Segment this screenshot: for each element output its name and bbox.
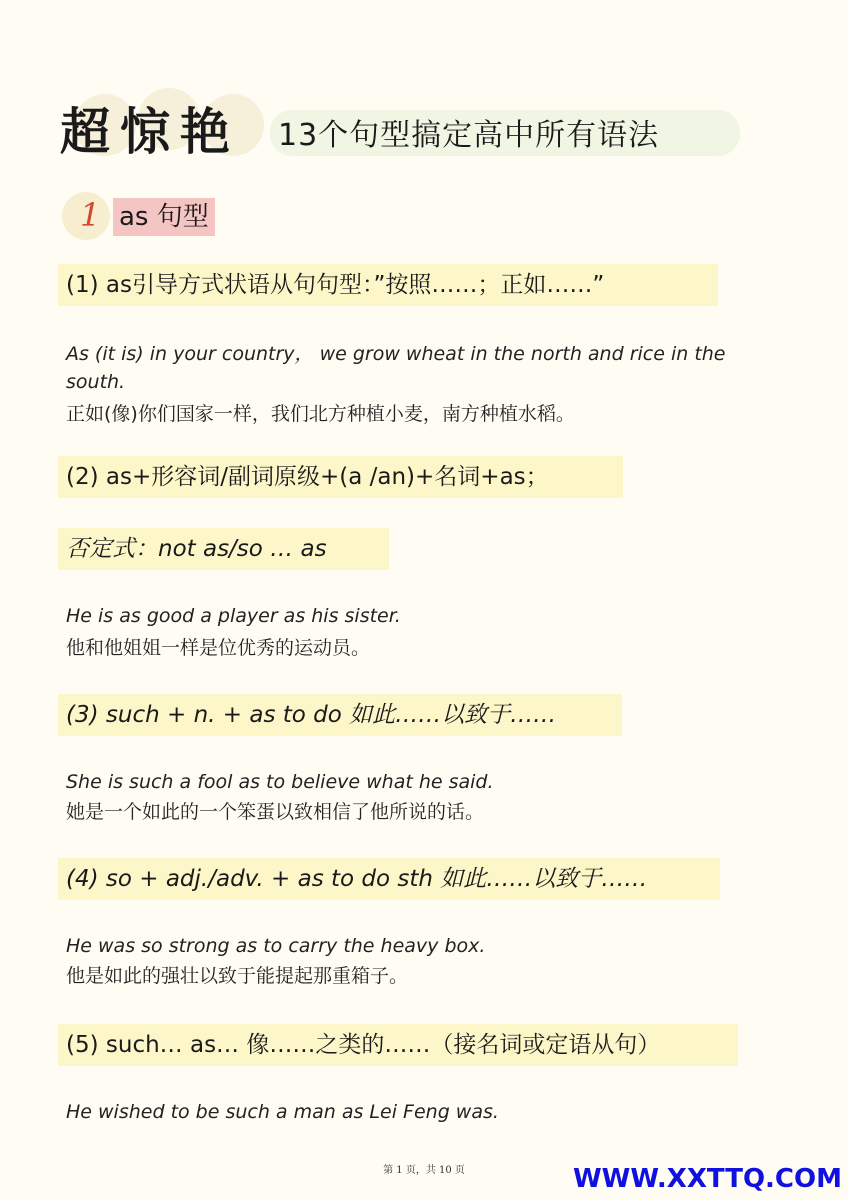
rule-subheader: 否定式：not as/so … as (58, 528, 389, 570)
example-chinese: 他和他姐姐一样是位优秀的运动员。 (66, 637, 371, 659)
section-number: 1 (80, 196, 101, 234)
rule-header: (2) as+形容词/副词原级+(a /an)+名词+as； (58, 456, 623, 498)
example-english: He was so strong as to carry the heavy box. (66, 935, 486, 957)
example-chinese: 她是一个如此的一个笨蛋以致相信了他所说的话。 (66, 801, 485, 823)
title-block (60, 80, 750, 190)
rule-header: (5) such… as… 像……之类的……（接名词或定语从句） (58, 1024, 738, 1066)
page-title: 超惊艳 (60, 102, 240, 161)
example-english: He is as good a player as his sister. (66, 605, 401, 627)
example-english: As (it is) in your country， we grow wheat in the north and rice in the south. (66, 343, 726, 393)
page-number: 第 1 页，共 10 页 (383, 1165, 465, 1176)
example-english: He wished to be such a man as Lei Feng was. (66, 1101, 499, 1123)
example-chinese: 正如(像)你们国家一样，我们北方种植小麦，南方种植水稻。 (66, 403, 575, 425)
example-english: She is such a fool as to believe what he said. (66, 771, 494, 793)
rule-header: (1) as引导方式状语从句句型：”按照……；正如……” (58, 264, 718, 306)
rule-header: (3) such + n. + as to do 如此……以致于…… (58, 694, 622, 736)
page-subtitle: 13个句型搞定高中所有语法 (278, 118, 660, 153)
section-label: as 句型 (113, 198, 215, 236)
example-chinese: 他是如此的强壮以致于能提起那重箱子。 (66, 965, 409, 987)
rule-header: (4) so + adj./adv. + as to do sth 如此……以致于…… (58, 858, 720, 900)
site-watermark[interactable]: WWW.XXTTQ.COM (573, 1164, 842, 1194)
